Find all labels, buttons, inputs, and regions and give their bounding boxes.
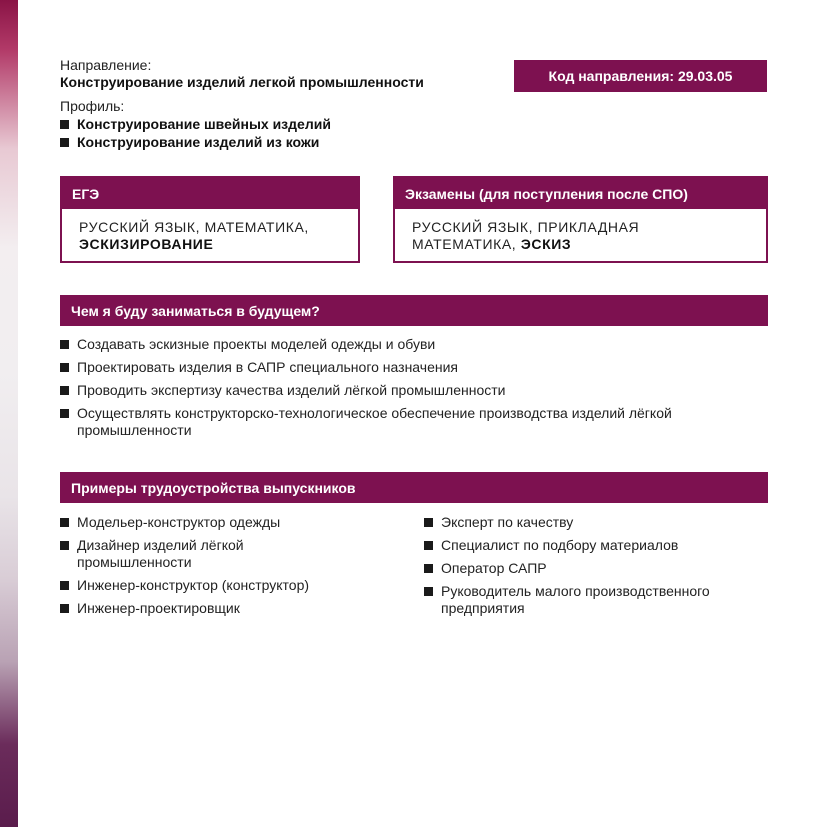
- list-item: Проектировать изделия в САПР специального назначения: [60, 359, 768, 376]
- direction-label: Направление:: [60, 57, 152, 73]
- direction-code-text: Код направления: 29.03.05: [548, 68, 733, 84]
- profile-label: Профиль:: [60, 98, 125, 114]
- list-item: Оператор САПР: [424, 560, 768, 577]
- bullet-square-icon: [60, 518, 69, 527]
- list-item: Эксперт по качеству: [424, 514, 768, 531]
- bullet-square-icon: [60, 120, 69, 129]
- list-item: Инженер-проектировщик: [60, 600, 360, 617]
- list-item: Руководитель малого производственного предприятия: [424, 583, 768, 617]
- bullet-square-icon: [60, 604, 69, 613]
- bullet-square-icon: [424, 564, 433, 573]
- bullet-square-icon: [60, 581, 69, 590]
- bullet-square-icon: [424, 541, 433, 550]
- ege-subjects: РУССКИЙ ЯЗЫК, МАТЕМАТИКА, ЭСКИЗИРОВАНИЕ: [79, 219, 309, 252]
- bullet-square-icon: [60, 386, 69, 395]
- bullet-square-icon: [60, 138, 69, 147]
- spo-exams-title: Экзамены (для поступления после СПО): [395, 178, 766, 209]
- bullet-square-icon: [60, 409, 69, 418]
- future-section-title: Чем я буду заниматься в будущем?: [60, 295, 768, 326]
- bullet-square-icon: [60, 541, 69, 550]
- list-item: Осуществлять конструкторско-технологическое обеспечение производства изделий лёгкой промышленности: [60, 405, 768, 439]
- direction-value: Конструирование изделий легкой промышленности: [60, 74, 424, 90]
- list-item: Специалист по подбору материалов: [424, 537, 768, 554]
- list-item: Создавать эскизные проекты моделей одежды и обуви: [60, 336, 768, 353]
- employment-list-left: [60, 514, 360, 617]
- future-list: [60, 336, 768, 439]
- bullet-square-icon: [424, 587, 433, 596]
- spo-exams-subjects: РУССКИЙ ЯЗЫК, ПРИКЛАДНАЯ МАТЕМАТИКА, ЭСКИЗ: [412, 219, 640, 252]
- employment-list-right: [424, 514, 768, 617]
- profile-item: Конструирование швейных изделий: [60, 115, 331, 133]
- list-item: Инженер-конструктор (конструктор): [60, 577, 360, 594]
- list-item: Модельер-конструктор одежды: [60, 514, 360, 531]
- list-item: Проводить экспертизу качества изделий лёгкой промышленности: [60, 382, 768, 399]
- profile-item: Конструирование изделий из кожи: [60, 133, 331, 151]
- list-item: Дизайнер изделий лёгкой промышленности: [60, 537, 360, 571]
- direction-code-badge: [514, 60, 767, 92]
- ege-box: [60, 176, 360, 263]
- ege-title: ЕГЭ: [62, 178, 358, 209]
- bullet-square-icon: [60, 363, 69, 372]
- profile-list: [60, 115, 331, 151]
- employment-section-title: Примеры трудоустройства выпускников: [60, 472, 768, 503]
- bullet-square-icon: [424, 518, 433, 527]
- side-decorative-strip: [0, 0, 18, 827]
- bullet-square-icon: [60, 340, 69, 349]
- spo-exams-box: [393, 176, 768, 263]
